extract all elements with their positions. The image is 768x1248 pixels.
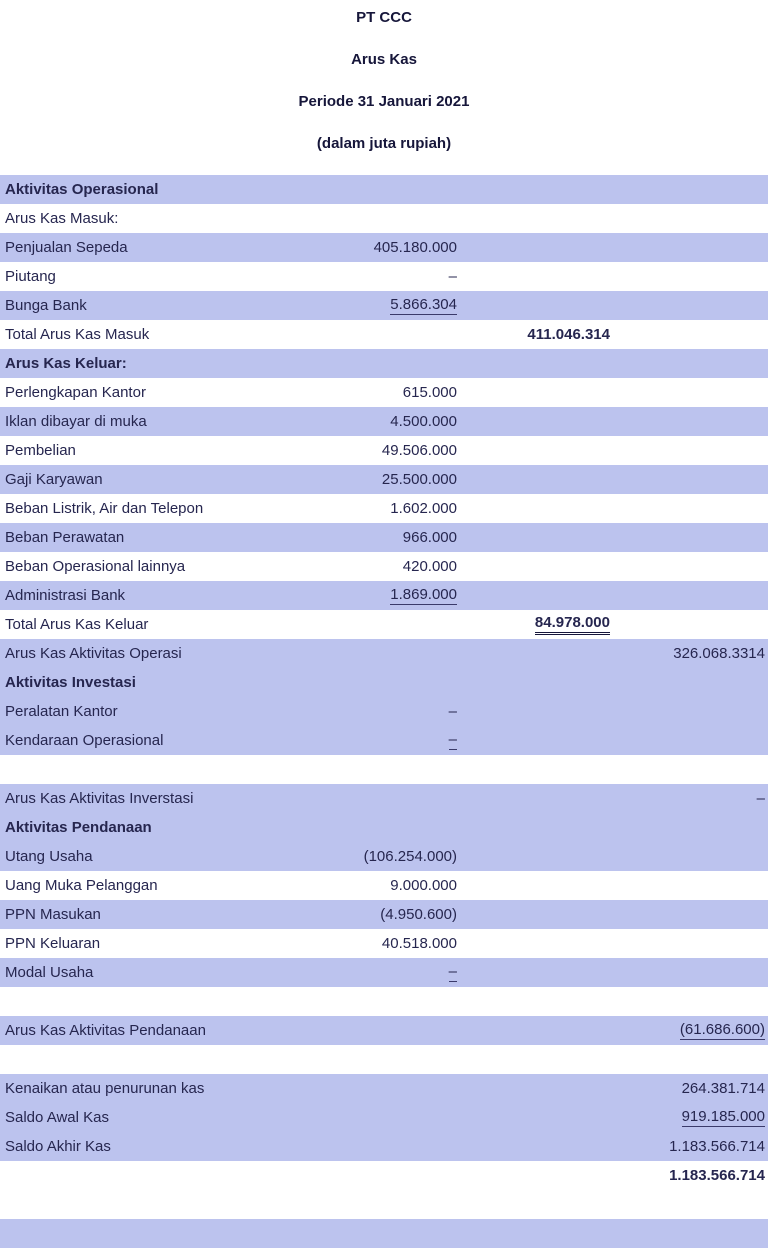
spacer-cell [462, 755, 614, 784]
row-value-1: 40.518.000 [300, 929, 462, 958]
spacer-cell [614, 755, 768, 784]
row-value-1-underlined: 5.866.304 [390, 296, 457, 314]
row-value-2 [462, 233, 614, 262]
row-value-3 [614, 291, 768, 320]
row-value-2 [462, 581, 614, 610]
row-separator [0, 1190, 768, 1219]
row-label: Perlengkapan Kantor [0, 378, 300, 407]
table-row [0, 204, 768, 233]
row-label: Kendaraan Operasional [0, 726, 300, 755]
row-label: Aktivitas Operasional [0, 175, 300, 204]
table-row [0, 494, 768, 523]
row-value-3 [614, 407, 768, 436]
table-row [0, 1016, 768, 1045]
row-value-1: – [300, 262, 462, 291]
row-value-1: 25.500.000 [300, 465, 462, 494]
row-value-2 [462, 204, 614, 233]
row-value-3 [614, 813, 768, 842]
row-value-2 [462, 639, 614, 668]
table-row [0, 349, 768, 378]
footer-cell [300, 1219, 462, 1248]
spacer-cell [0, 1190, 300, 1219]
row-value-3 [614, 465, 768, 494]
row-label: Utang Usaha [0, 842, 300, 871]
table-row [0, 813, 768, 842]
row-label: Piutang [0, 262, 300, 291]
row-value-2 [462, 697, 614, 726]
footer-cell [0, 1219, 300, 1248]
row-value-1 [300, 204, 462, 233]
spacer-cell [614, 1190, 768, 1219]
row-label: Penjualan Sepeda [0, 233, 300, 262]
row-value-1 [300, 1074, 462, 1103]
row-value-2 [462, 349, 614, 378]
row-value-2 [462, 929, 614, 958]
row-value-1: 405.180.000 [300, 233, 462, 262]
row-value-1 [300, 175, 462, 204]
row-label: Iklan dibayar di muka [0, 407, 300, 436]
row-value-2 [462, 871, 614, 900]
row-value-3: 1.183.566.714 [614, 1161, 768, 1190]
table-row [0, 175, 768, 204]
row-label: Arus Kas Aktivitas Inverstasi [0, 784, 300, 813]
spacer-cell [462, 1045, 614, 1074]
row-value-3 [614, 900, 768, 929]
row-value-1 [300, 958, 462, 987]
row-value-2 [462, 436, 614, 465]
row-label [0, 1161, 300, 1190]
row-value-2 [462, 1074, 614, 1103]
row-value-2 [462, 813, 614, 842]
spacer-cell [614, 987, 768, 1016]
table-row [0, 1161, 768, 1190]
table-row [0, 581, 768, 610]
row-value-3 [614, 378, 768, 407]
row-value-2-underlined: 84.978.000 [535, 615, 610, 635]
row-value-2 [462, 552, 614, 581]
row-value-3 [614, 523, 768, 552]
table-row [0, 552, 768, 581]
row-value-3 [614, 929, 768, 958]
row-value-1: 4.500.000 [300, 407, 462, 436]
row-label: Uang Muka Pelanggan [0, 871, 300, 900]
row-value-3: 326.068.3314 [614, 639, 768, 668]
row-label: Kenaikan atau penurunan kas [0, 1074, 300, 1103]
row-value-2 [462, 465, 614, 494]
row-value-1 [300, 610, 462, 639]
spacer-cell [462, 987, 614, 1016]
statement-period: Periode 31 Januari 2021 [298, 93, 470, 110]
footer-cell [462, 1219, 614, 1248]
table-row [0, 1103, 768, 1132]
row-label: Arus Kas Masuk: [0, 204, 300, 233]
row-label: Beban Operasional lainnya [0, 552, 300, 581]
table-row [0, 407, 768, 436]
row-value-3 [614, 668, 768, 697]
row-value-3: 1.183.566.714 [614, 1132, 768, 1161]
row-value-2 [462, 1103, 614, 1132]
table-row [0, 784, 768, 813]
row-value-1: 966.000 [300, 523, 462, 552]
row-value-1: 1.602.000 [300, 494, 462, 523]
table-row [0, 1132, 768, 1161]
statement-title: Arus Kas [351, 51, 417, 68]
spacer-cell [300, 987, 462, 1016]
row-label: Arus Kas Aktivitas Operasi [0, 639, 300, 668]
spacer-cell [0, 987, 300, 1016]
footer-cell [614, 1219, 768, 1248]
row-label: PPN Keluaran [0, 929, 300, 958]
row-value-3 [614, 494, 768, 523]
row-label: PPN Masukan [0, 900, 300, 929]
spacer-cell [614, 1045, 768, 1074]
row-value-2 [462, 407, 614, 436]
cash-flow-table [0, 175, 768, 1248]
row-value-3 [614, 436, 768, 465]
row-value-3: 264.381.714 [614, 1074, 768, 1103]
row-value-2: 411.046.314 [462, 320, 614, 349]
row-label: Saldo Awal Kas [0, 1103, 300, 1132]
row-value-1 [300, 291, 462, 320]
row-value-3 [614, 349, 768, 378]
spacer-cell [0, 755, 300, 784]
row-value-3 [614, 871, 768, 900]
row-value-2 [462, 784, 614, 813]
row-value-1 [300, 813, 462, 842]
table-row [0, 465, 768, 494]
row-value-2 [462, 378, 614, 407]
row-value-1: 615.000 [300, 378, 462, 407]
row-value-2 [462, 494, 614, 523]
row-value-2 [462, 726, 614, 755]
row-value-1-underlined: – [448, 963, 457, 981]
row-value-3 [614, 204, 768, 233]
row-label: Aktivitas Pendanaan [0, 813, 300, 842]
row-value-3 [614, 262, 768, 291]
row-value-1 [300, 668, 462, 697]
row-value-3 [614, 726, 768, 755]
row-value-1 [300, 581, 462, 610]
row-label: Peralatan Kantor [0, 697, 300, 726]
row-value-2 [462, 1161, 614, 1190]
row-value-2 [462, 262, 614, 291]
row-separator [0, 1045, 768, 1074]
row-value-1 [300, 1103, 462, 1132]
row-value-2 [462, 175, 614, 204]
row-label: Saldo Akhir Kas [0, 1132, 300, 1161]
row-value-3 [614, 958, 768, 987]
table-row [0, 929, 768, 958]
table-row [0, 291, 768, 320]
row-value-1: (4.950.600) [300, 900, 462, 929]
statement-units: (dalam juta rupiah) [316, 135, 452, 152]
row-value-2 [462, 668, 614, 697]
table-row [0, 233, 768, 262]
row-value-1: 49.506.000 [300, 436, 462, 465]
row-value-1 [300, 1016, 462, 1045]
row-value-3-underlined: (61.686.600) [679, 1021, 765, 1039]
table-row [0, 726, 768, 755]
table-row [0, 668, 768, 697]
row-label: Aktivitas Investasi [0, 668, 300, 697]
row-value-1 [300, 349, 462, 378]
row-label: Beban Perawatan [0, 523, 300, 552]
table-row [0, 610, 768, 639]
row-label: Modal Usaha [0, 958, 300, 987]
row-value-3 [614, 842, 768, 871]
row-value-1: – [300, 697, 462, 726]
row-value-2 [462, 842, 614, 871]
row-value-2 [462, 610, 614, 639]
row-label: Administrasi Bank [0, 581, 300, 610]
row-value-1 [300, 1161, 462, 1190]
table-row [0, 378, 768, 407]
table-row [0, 900, 768, 929]
row-separator [0, 987, 768, 1016]
row-label: Arus Kas Keluar: [0, 349, 300, 378]
row-value-3: – [614, 784, 768, 813]
row-value-3 [614, 581, 768, 610]
table-row [0, 320, 768, 349]
document-header [0, 0, 768, 161]
row-value-1-underlined: 1.869.000 [390, 586, 457, 604]
row-label: Bunga Bank [0, 291, 300, 320]
row-value-1 [300, 1132, 462, 1161]
row-label: Total Arus Kas Masuk [0, 320, 300, 349]
row-value-1 [300, 726, 462, 755]
row-label: Beban Listrik, Air dan Telepon [0, 494, 300, 523]
row-value-2 [462, 1016, 614, 1045]
table-row [0, 523, 768, 552]
row-value-1 [300, 320, 462, 349]
spacer-cell [300, 1190, 462, 1219]
company-name: PT CCC [356, 9, 412, 26]
spacer-cell [462, 1190, 614, 1219]
row-label: Pembelian [0, 436, 300, 465]
table-row [0, 842, 768, 871]
table-row [0, 958, 768, 987]
row-value-1: 420.000 [300, 552, 462, 581]
row-value-2 [462, 291, 614, 320]
table-row [0, 697, 768, 726]
row-value-3 [614, 1016, 768, 1045]
table-row [0, 436, 768, 465]
row-value-3 [614, 697, 768, 726]
row-value-1-underlined: – [448, 731, 457, 749]
row-value-2 [462, 1132, 614, 1161]
spacer-cell [300, 755, 462, 784]
row-value-2 [462, 523, 614, 552]
row-value-3 [614, 610, 768, 639]
row-value-1: (106.254.000) [300, 842, 462, 871]
spacer-cell [0, 1045, 300, 1074]
table-row [0, 639, 768, 668]
row-label: Arus Kas Aktivitas Pendanaan [0, 1016, 300, 1045]
table-footer-band [0, 1219, 768, 1248]
spacer-cell [300, 1045, 462, 1074]
row-value-2 [462, 958, 614, 987]
row-value-3 [614, 320, 768, 349]
row-value-3 [614, 175, 768, 204]
table-row [0, 1074, 768, 1103]
row-separator [0, 755, 768, 784]
row-value-3 [614, 233, 768, 262]
row-value-1 [300, 639, 462, 668]
row-value-1 [300, 784, 462, 813]
table-row [0, 871, 768, 900]
row-value-3-underlined: 919.185.000 [681, 1108, 765, 1126]
row-label: Gaji Karyawan [0, 465, 300, 494]
row-value-3 [614, 552, 768, 581]
row-label: Total Arus Kas Keluar [0, 610, 300, 639]
row-value-1: 9.000.000 [300, 871, 462, 900]
row-value-3 [614, 1103, 768, 1132]
row-value-2 [462, 900, 614, 929]
table-row [0, 262, 768, 291]
